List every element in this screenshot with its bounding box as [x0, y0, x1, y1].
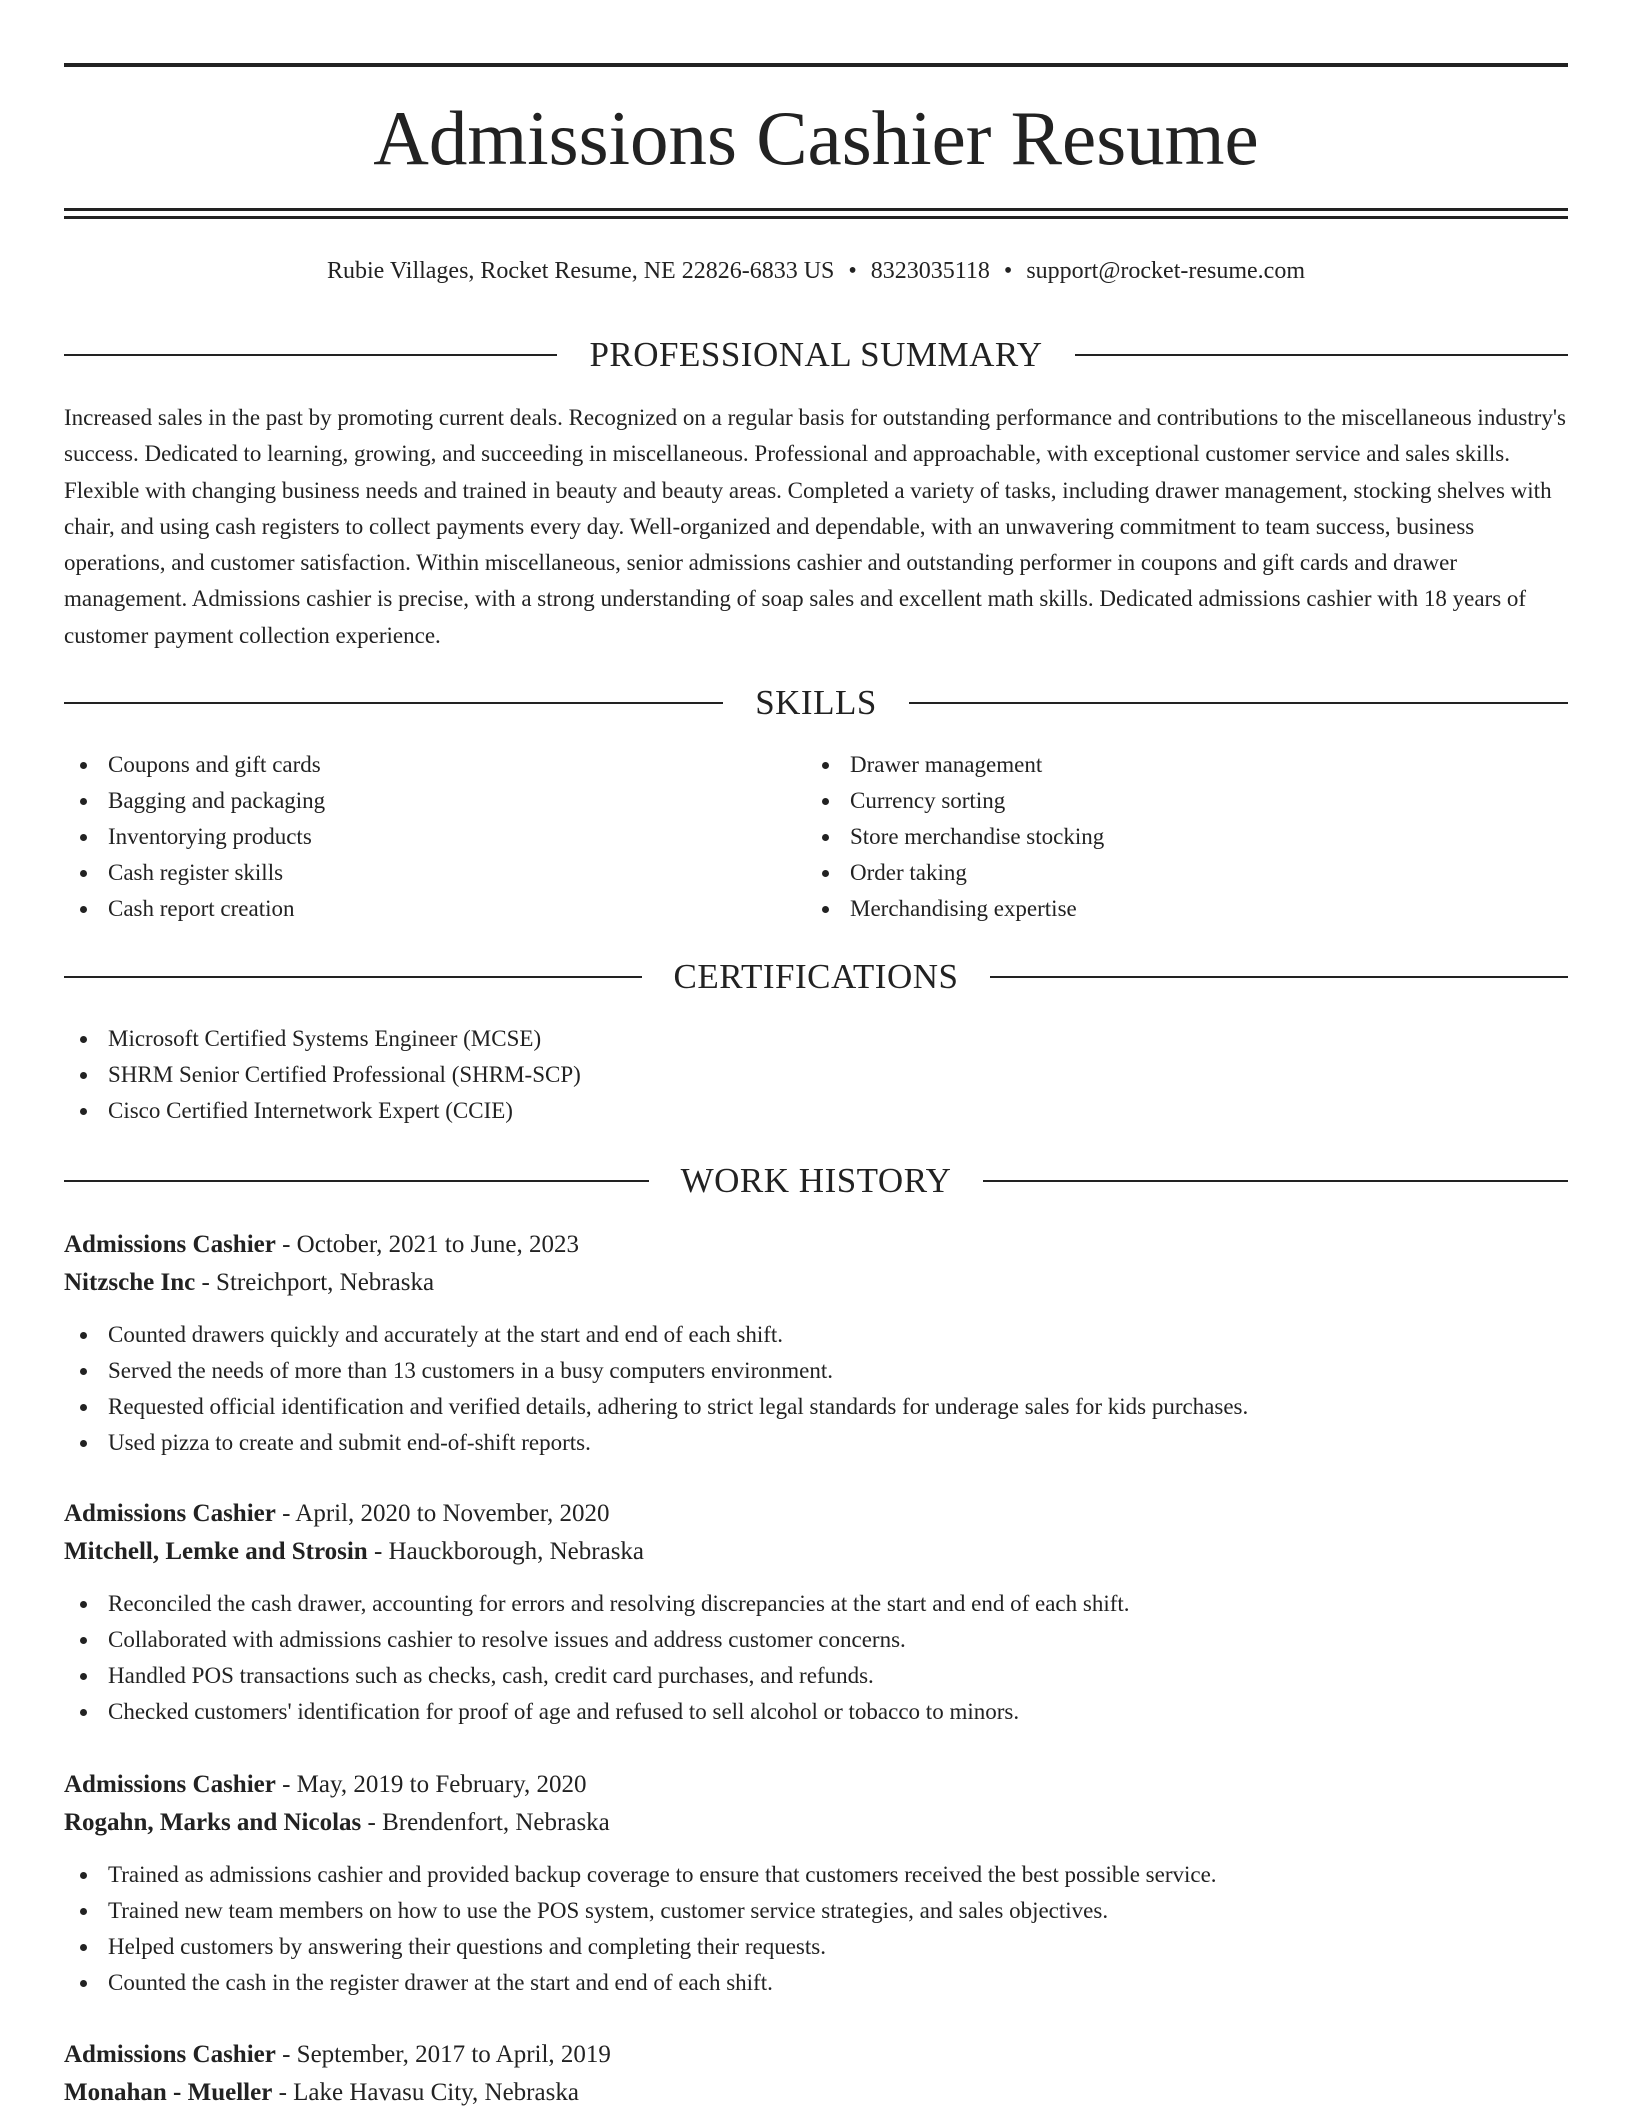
skills-heading [64, 681, 1568, 725]
skill-item: Cash register skills [64, 855, 325, 891]
job-duty: Handled POS transactions such as checks, cash, credit card purchases, and refunds. [64, 1658, 1568, 1694]
job-title: Admissions Cashier [64, 1500, 276, 1527]
summary-heading [64, 333, 1568, 377]
job-dates: - September, 2017 to April, 2019 [275, 2041, 611, 2068]
job-title-line [64, 1495, 1568, 1533]
contact-email: support@rocket-resume.com [1026, 258, 1305, 284]
job-company-line [64, 1264, 1568, 1302]
job-duty: Checked customers' identification for proof of age and refused to sell alcohol or tobacco to minors. [64, 1694, 1568, 1730]
job-company: Monahan - Mueller [64, 2079, 273, 2106]
contact-phone: 8323035118 [870, 258, 990, 284]
skills-list-right [806, 747, 1104, 927]
skill-item: Store merchandise stocking [806, 819, 1104, 855]
job-dates: - April, 2020 to November, 2020 [275, 1500, 610, 1527]
header-top-rule [64, 63, 1568, 67]
certification-item: Cisco Certified Internetwork Expert (CCIE) [64, 1093, 581, 1129]
job-company: Mitchell, Lemke and Strosin [64, 1538, 368, 1565]
job-duty: Reconciled the cash drawer, accounting for errors and resolving discrepancies at the start and end of each shift. [64, 1586, 1568, 1622]
job-duty: Trained new team members on how to use the POS system, customer service strategies, and sales objectives. [64, 1893, 1568, 1929]
job-company: Nitzsche Inc [64, 1269, 196, 1296]
job-duties-list [64, 1586, 1568, 1730]
job-duty: Counted drawers quickly and accurately at the start and end of each shift. [64, 1317, 1568, 1353]
job-title: Admissions Cashier [64, 1231, 276, 1258]
section-rule-left [64, 976, 642, 978]
section-heading-label: PROFESSIONAL SUMMARY [589, 335, 1043, 374]
job-title-line [64, 2036, 1568, 2074]
section-rule-right [909, 702, 1568, 704]
section-rule-left [64, 1180, 649, 1182]
job-entry [64, 1495, 1568, 1730]
section-heading-label: WORK HISTORY [680, 1161, 952, 1200]
certifications-heading [64, 955, 1568, 999]
skill-item: Order taking [806, 855, 1104, 891]
summary-text: Increased sales in the past by promoting current deals. Recognized on a regular basis for outstanding performance and contributions to the miscellaneous industry's success. Dedicated to learning, growing, and succeeding in miscellaneous. Professional and approachable, with exceptional customer service and sales skills. Flexible with changing business needs and trained in beauty and beauty areas. Completed a variety of tasks, including drawer management, stocking shelves with chair, and using cash registers to collect payments every day. Well-organized and dependable, with an unwavering commitment to team success, business operations, and customer satisfaction. Within miscellaneous, senior admissions cashier and outstanding performer in coupons and gift cards and drawer management. Admissions cashier is precise, with a strong understanding of soap sales and excellent math skills. Dedicated admissions cashier with 18 years of customer payment collection experience. [64, 405, 1566, 648]
certifications-list [64, 1021, 581, 1129]
skill-item: Inventorying products [64, 819, 325, 855]
job-title: Admissions Cashier [64, 2041, 276, 2068]
job-title: Admissions Cashier [64, 1771, 276, 1798]
skill-item: Cash report creation [64, 891, 325, 927]
job-duties-list [64, 1317, 1568, 1461]
skill-item: Coupons and gift cards [64, 747, 325, 783]
job-duty: Helped customers by answering their questions and completing their requests. [64, 1929, 1568, 1965]
job-location: - Streichport, Nebraska [195, 1269, 435, 1296]
section-rule-right [1075, 354, 1568, 356]
contact-separator: • [1003, 258, 1013, 284]
skill-item: Currency sorting [806, 783, 1104, 819]
job-location: - Lake Havasu City, Nebraska [272, 2079, 579, 2106]
job-duty: Collaborated with admissions cashier to resolve issues and address customer concerns. [64, 1622, 1568, 1658]
section-heading-label: CERTIFICATIONS [673, 957, 959, 996]
job-company: Rogahn, Marks and Nicolas [64, 1809, 362, 1836]
section-heading-label: SKILLS [755, 683, 877, 722]
contact-line [64, 254, 1568, 288]
job-duties-list [64, 1857, 1568, 2001]
skill-item: Merchandising expertise [806, 891, 1104, 927]
job-location: - Brendenfort, Nebraska [361, 1809, 610, 1836]
job-dates: - May, 2019 to February, 2020 [275, 1771, 587, 1798]
job-entry [64, 1226, 1568, 1461]
certification-item: Microsoft Certified Systems Engineer (MCSE) [64, 1021, 581, 1057]
job-entry [64, 2036, 1568, 2112]
job-duty: Used pizza to create and submit end-of-shift reports. [64, 1425, 1568, 1461]
job-entry [64, 1766, 1568, 2001]
job-company-line [64, 1804, 1568, 1842]
job-company-line [64, 2074, 1568, 2112]
job-title-line [64, 1226, 1568, 1264]
section-rule-left [64, 354, 557, 356]
skill-item: Bagging and packaging [64, 783, 325, 819]
job-duty: Counted the cash in the register drawer at the start and end of each shift. [64, 1965, 1568, 2001]
job-dates: - October, 2021 to June, 2023 [275, 1231, 579, 1258]
job-title-line [64, 1766, 1568, 1804]
contact-separator: • [848, 258, 857, 284]
job-company-line [64, 1533, 1568, 1571]
resume-title: Admissions Cashier Resume [373, 95, 1259, 181]
section-rule-left [64, 702, 723, 704]
header-double-rule-upper [64, 208, 1568, 211]
job-duty: Requested official identification and verified details, adhering to strict legal standards for underage sales for kids purchases. [64, 1389, 1568, 1425]
section-rule-right [983, 1180, 1568, 1182]
job-duty: Trained as admissions cashier and provided backup coverage to ensure that customers received the best possible service. [64, 1857, 1568, 1893]
skills-list-left [64, 747, 325, 927]
job-location: - Hauckborough, Nebraska [367, 1538, 645, 1565]
job-duty: Served the needs of more than 13 customers in a busy computers environment. [64, 1353, 1568, 1389]
header-double-rule-lower [64, 216, 1568, 219]
contact-address: Rubie Villages, Rocket Resume, NE 22826-6833 US [326, 258, 835, 284]
section-rule-right [990, 976, 1568, 978]
skill-item: Drawer management [806, 747, 1104, 783]
certification-item: SHRM Senior Certified Professional (SHRM-SCP) [64, 1057, 581, 1093]
work-history-heading [64, 1159, 1568, 1203]
